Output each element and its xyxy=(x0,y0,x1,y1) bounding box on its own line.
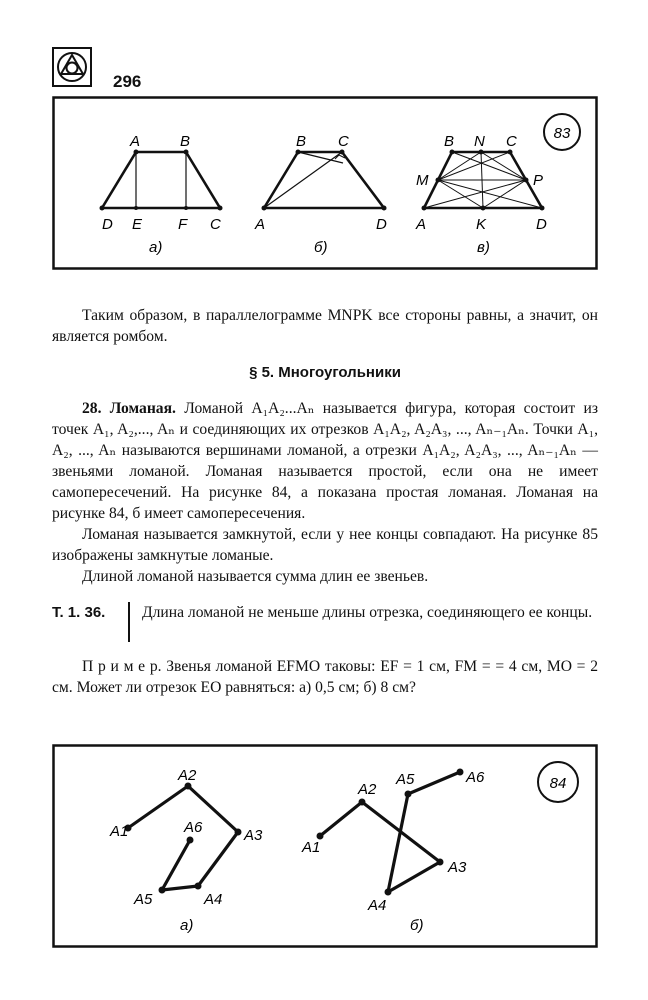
svg-text:D: D xyxy=(536,216,547,233)
svg-text:D: D xyxy=(376,216,387,233)
svg-text:N: N xyxy=(474,133,485,150)
trapezoid-diagonal xyxy=(264,152,384,208)
svg-text:A5: A5 xyxy=(134,891,153,908)
theorem-text: Длина ломаной не меньше длины отрезка, соединяющего ее концы. xyxy=(142,604,593,621)
section-title: § 5. Многоугольники xyxy=(249,364,401,381)
figure-83 xyxy=(52,96,598,270)
svg-text:A6: A6 xyxy=(184,819,203,836)
sub-c: в) xyxy=(477,239,490,256)
theorem-divider xyxy=(128,602,130,642)
svg-text:A2: A2 xyxy=(178,767,197,784)
label-C: C xyxy=(210,216,221,233)
sub-a: а) xyxy=(149,239,163,256)
label-B: B xyxy=(180,133,191,150)
label-D: D xyxy=(102,216,113,233)
logo-icon xyxy=(54,49,90,85)
figure-84 xyxy=(52,744,598,948)
svg-text:B: B xyxy=(296,133,307,150)
figure-number: 84 xyxy=(549,775,567,792)
sub-b: б) xyxy=(410,917,424,934)
example-paragraph: П р и м е р. Звенья ломаной EFMO таковы: EF = 1 см, FM = = 4 см, MO = 2 см. Может ли отрезок EO равняться: а) 0,5 см; б) 8 см? xyxy=(52,658,598,696)
svg-text:A5: A5 xyxy=(396,771,415,788)
closed-polyline-paragraph: Ломаная называется замкнутой, если у нее концы совпадают. На рисунке 85 изображены замкнутые ломаные. xyxy=(52,526,598,564)
svg-text:A4: A4 xyxy=(204,891,223,908)
svg-text:A: A xyxy=(416,216,427,233)
svg-text:A3: A3 xyxy=(244,827,263,844)
length-paragraph: Длиной ломаной называется сумма длин ее звеньев. xyxy=(82,568,429,585)
svg-text:A4: A4 xyxy=(368,897,387,914)
book-logo xyxy=(52,47,92,87)
svg-text:M: M xyxy=(416,172,429,189)
label-E: E xyxy=(132,216,143,233)
label-F: F xyxy=(178,216,188,233)
self-intersecting-polyline xyxy=(317,769,464,896)
figure-number: 83 xyxy=(553,125,571,142)
label-A: A xyxy=(130,133,141,150)
trapezoid-heights xyxy=(102,152,220,208)
sub-a: а) xyxy=(180,917,194,934)
theorem-number: Т. 1. 36. xyxy=(52,604,106,621)
page-number: 296 xyxy=(113,72,142,91)
simple-polyline xyxy=(125,783,242,894)
svg-text:C: C xyxy=(338,133,349,150)
definition-block xyxy=(52,398,598,587)
svg-text:A2: A2 xyxy=(358,781,377,798)
svg-text:A3: A3 xyxy=(448,859,467,876)
polyline-definition: Ломаной A₁A₂...Aₙ называется фигура, которая состоит из точек A₁, A₂,..., Aₙ и соединяющих их отрезков A₁A₂, A₂A₃, ..., Aₙ₋₁Aₙ. Точки A₁, A₂, ..., Aₙ называются вершинами ломаной, а отрезки A₁A₂, A₂A₃, ..., Aₙ₋₁Aₙ — звеньями ломаной. Ломаная называется простой, если она не имеет самопересечений. На рисунке 84, а показана простая ломаная. Ломаная на рисунке 84, б имеет самопересечения. xyxy=(52,400,598,522)
svg-text:A1: A1 xyxy=(110,823,129,840)
svg-text:C: C xyxy=(506,133,517,150)
svg-text:P: P xyxy=(533,172,544,189)
svg-text:K: K xyxy=(476,216,487,233)
paragraph-number: 28. Ломаная. xyxy=(82,400,176,417)
sub-b: б) xyxy=(314,239,328,256)
svg-text:A1: A1 xyxy=(302,839,321,856)
svg-text:B: B xyxy=(444,133,455,150)
conclusion-paragraph: Таким образом, в параллелограмме MNPK все стороны равны, а значит, он является ромбом. xyxy=(52,307,598,345)
svg-text:A: A xyxy=(255,216,266,233)
svg-text:A6: A6 xyxy=(466,769,485,786)
